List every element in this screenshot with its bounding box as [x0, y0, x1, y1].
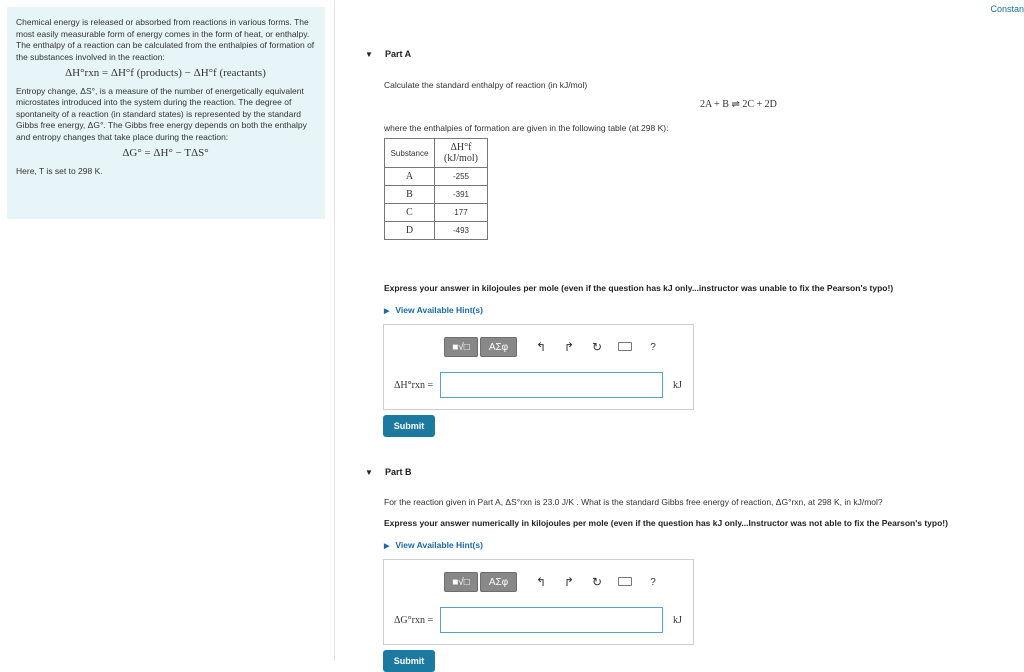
table-cell-substance: C: [385, 204, 435, 222]
keyboard-icon[interactable]: [617, 575, 633, 589]
table-row: [385, 204, 488, 222]
table-cell-value: -255: [435, 168, 488, 186]
reset-icon[interactable]: ↻: [591, 575, 603, 589]
table-header-enthalpy: [435, 139, 488, 168]
part-a-title: Part A: [385, 49, 412, 59]
hint-label: View Available Hint(s): [395, 305, 483, 315]
help-button[interactable]: ?: [650, 576, 656, 588]
part-b-title: Part B: [385, 467, 412, 477]
part-b-prompt: For the reaction given in Part A, ΔS°rxn is 23.0 J/K . What is the standard Gibbs free energy of reaction, ΔG°rxn, at 298 K, in kJ/mol?: [384, 497, 883, 507]
table-row: [385, 168, 488, 186]
reaction-equation: 2A + B ⇌ 2C + 2D: [700, 99, 777, 110]
enthalpy-table: [384, 138, 488, 240]
info-panel: [7, 7, 325, 219]
caret-down-icon: ▼: [365, 50, 373, 59]
part-a-submit-button[interactable]: Submit: [383, 415, 435, 437]
undo-arrow-icon[interactable]: ↰: [535, 575, 547, 589]
info-note: Here, T is set to 298 K.: [16, 165, 103, 176]
part-a-hint-link[interactable]: [384, 305, 483, 315]
table-cell-value: 177: [435, 204, 488, 222]
templates-button[interactable]: ■√□: [444, 572, 478, 592]
part-b-header[interactable]: [365, 467, 412, 477]
part-b-answer-box: [383, 559, 694, 645]
part-b-unit: kJ: [673, 615, 682, 626]
table-intro: where the enthalpies of formation are given in the following table (at 298 K):: [384, 123, 669, 133]
part-a-unit: kJ: [673, 380, 682, 391]
table-cell-value: -391: [435, 186, 488, 204]
part-a-lhs: ΔH°rxn =: [394, 380, 434, 391]
math-toolbar: [444, 571, 661, 593]
table-header-row: [385, 139, 488, 168]
symbols-button[interactable]: ΑΣφ: [480, 337, 517, 357]
part-a-prompt: Calculate the standard enthalpy of reaction (in kJ/mol): [384, 80, 588, 90]
table-header-substance: Substance: [385, 139, 435, 168]
panel-divider: [334, 0, 335, 661]
caret-right-icon: ▶: [384, 543, 390, 550]
info-intro: Chemical energy is released or absorbed from reactions in various forms. The most easily measurable form of energy comes in the form of heat, or enthalpy. The enthalpy of a reaction can be calculated from the enthalpies of formation of the substances involved in the reaction:: [16, 17, 315, 62]
constants-link[interactable]: Constan: [990, 4, 1024, 14]
part-b-submit-button[interactable]: Submit: [383, 650, 435, 672]
table-cell-value: -493: [435, 222, 488, 240]
templates-button[interactable]: ■√□: [444, 337, 478, 357]
gibbs-equation: ΔG° = ΔH° − TΔS°: [122, 147, 209, 159]
enthalpy-unit: (kJ/mol): [444, 153, 478, 164]
caret-right-icon: ▶: [384, 308, 390, 315]
part-b-answer-input[interactable]: [440, 607, 663, 633]
table-cell-substance: B: [385, 186, 435, 204]
keyboard-icon[interactable]: [617, 340, 633, 354]
undo-arrow-icon[interactable]: ↰: [535, 340, 547, 354]
enthalpy-symbol: ΔH°f: [450, 142, 472, 153]
enthalpy-equation: ΔH°rxn = ΔH°f (products) − ΔH°f (reactants): [65, 67, 266, 79]
part-b-hint-link[interactable]: [384, 540, 483, 550]
math-toolbar: [444, 336, 661, 358]
table-row: [385, 222, 488, 240]
info-entropy: Entropy change, ΔS°, is a measure of the number of energetically equivalent microstates introduced into the system during the reaction. The degree of spontaneity of a reaction (in standard states) is represented by the standard Gibbs free energy, ΔG°. The Gibbs free energy depends on both the enthalpy and entropy changes that take place during the reaction:: [16, 85, 307, 142]
redo-arrow-icon[interactable]: ↱: [563, 575, 575, 589]
reset-icon[interactable]: ↻: [591, 340, 603, 354]
part-a-answer-input[interactable]: [440, 372, 663, 398]
part-a-instruction: Express your answer in kilojoules per mole (even if the question has kJ only...instructor was unable to fix the Pearson's typo!): [384, 283, 894, 293]
caret-down-icon: ▼: [365, 468, 373, 477]
part-a-answer-box: [383, 324, 694, 410]
hint-label: View Available Hint(s): [395, 540, 483, 550]
table-cell-substance: D: [385, 222, 435, 240]
redo-arrow-icon[interactable]: ↱: [563, 340, 575, 354]
table-row: [385, 186, 488, 204]
part-a-header[interactable]: [365, 49, 411, 59]
part-b-instruction: Express your answer numerically in kilojoules per mole (even if the question has kJ only...Instructor was not able to fix the Pearson's typo!): [384, 518, 948, 528]
help-button[interactable]: ?: [650, 341, 656, 353]
table-cell-substance: A: [385, 168, 435, 186]
symbols-button[interactable]: ΑΣφ: [480, 572, 517, 592]
part-b-lhs: ΔG°rxn =: [394, 615, 434, 626]
